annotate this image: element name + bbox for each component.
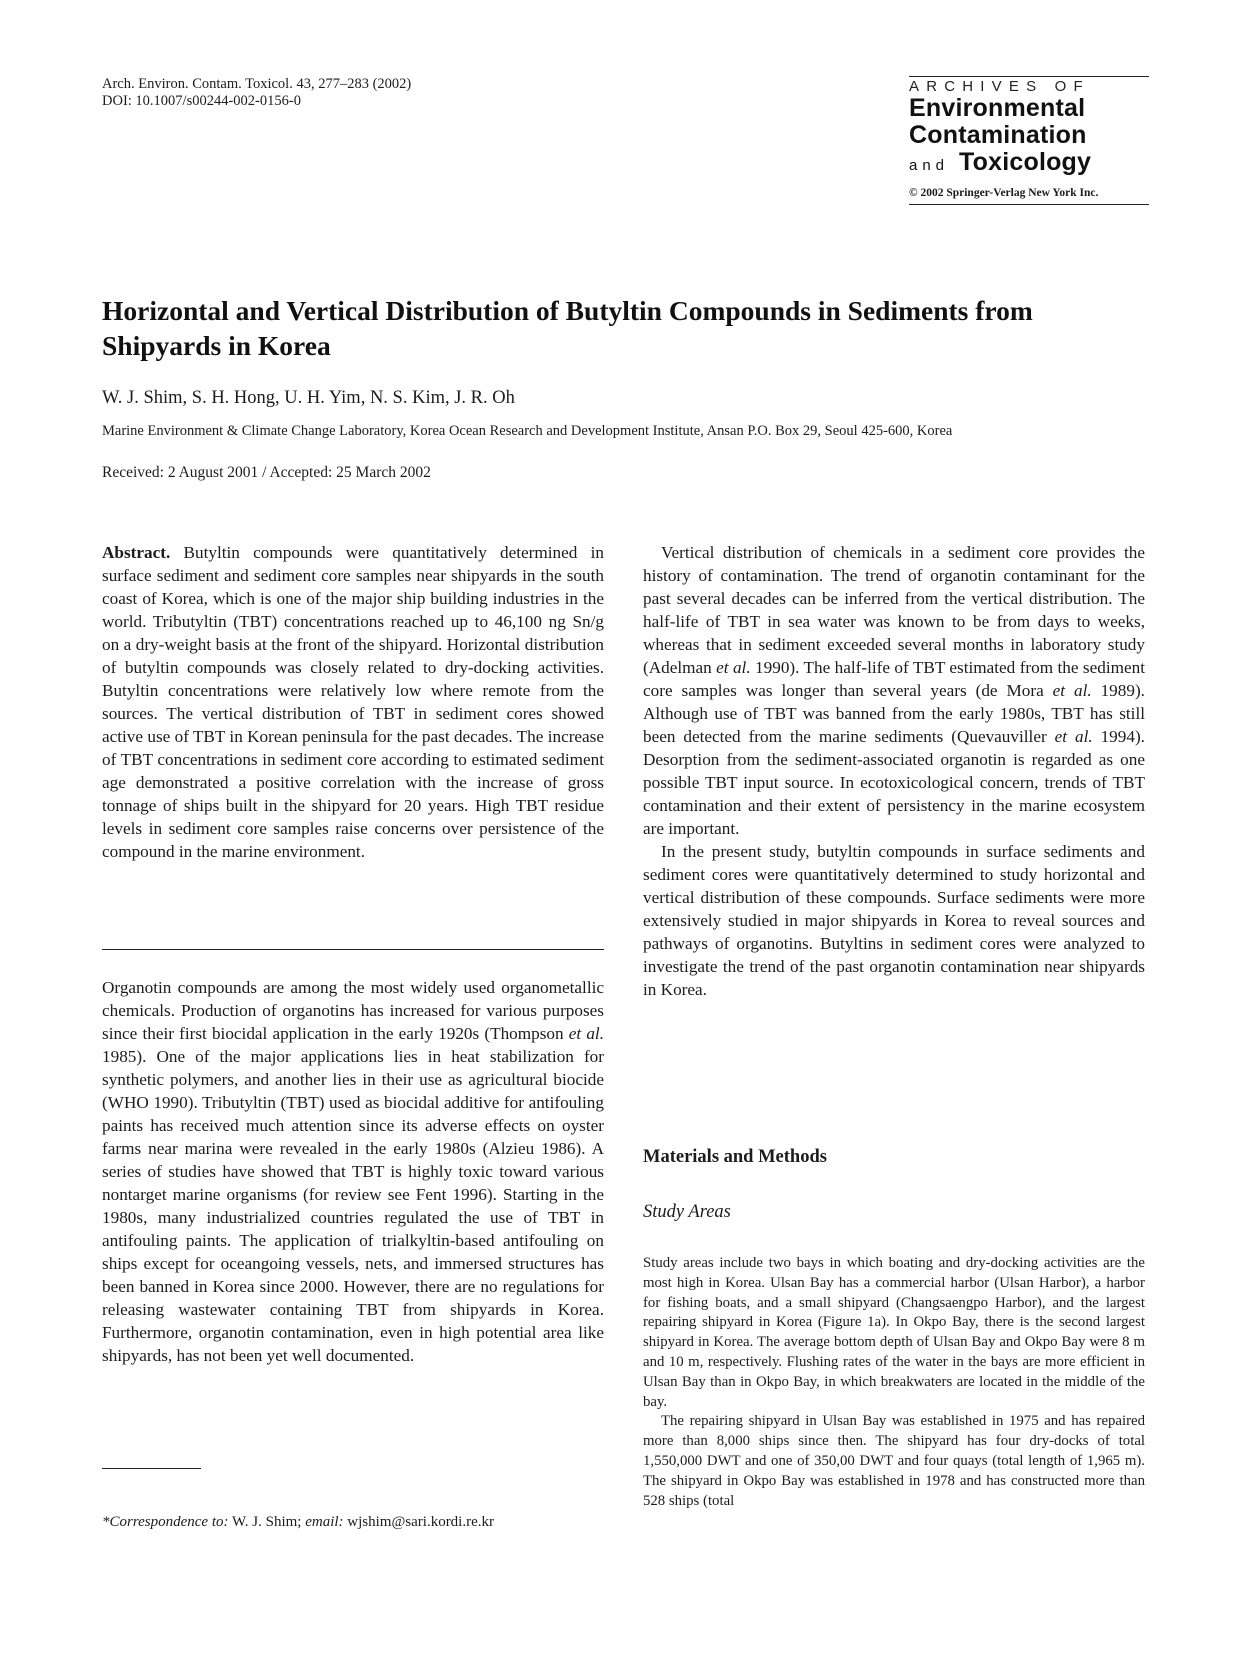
logo-bottom-rule (909, 204, 1149, 205)
study-areas-paragraph-1: Study areas include two bays in which boating and dry-docking activities are the most high in Korea. Ulsan Bay has a commercial harbor (Ulsan Harbor), a harbor for fishing boats, and a small shipyard (Changsaengpo Harbor), and the largest repairing shipyard in Korea (Figure 1a). In Okpo Bay, there is the second largest shipyard in Korea. The average bottom depth of Ulsan Bay and Okpo Bay were 8 m and 10 m, respectively. Flushing rates of the water in the bays are more efficient in Ulsan Bay than in Okpo Bay, in which breakwaters are located in the middle of the bay. (643, 1255, 1145, 1410)
logo-environmental: Environmental (909, 94, 1086, 122)
logo-top-rule (909, 76, 1149, 77)
intro-paragraph-3: In the present study, butyltin compounds in surface sediments and sediment cores were quantitatively determined to study horizontal and vertical distribution of these compounds. Surface sediments were more extensively studied in major shipyards in Korea to reveal sources and pathways of organotins. Butyltins in sediment cores were analyzed to investigate the trend of the past organotin contamination near shipyards in Korea. (643, 842, 1145, 999)
footnote-label: *Correspondence to: (102, 1514, 229, 1530)
abstract-divider (102, 949, 604, 950)
logo-archives-of: ARCHIVES OF (909, 78, 1090, 95)
footnote-email-label: email: (305, 1514, 344, 1530)
intro-p2-etal-3: et al. (1054, 727, 1093, 746)
study-areas-text (643, 1254, 1145, 1511)
citation-line-1: Arch. Environ. Contam. Toxicol. 43, 277–283 (2002) (102, 76, 412, 92)
intro-p1-text-b: 1985). One of the major applications lies in heat stabilization for synthetic polymers, and another lies in their use as agricultural biocide (WHO 1990). Tributyltin (TBT) used as biocidal additive for antifouling paints has received much attention since its adverse effects on oyster farms near marina were revealed in the early 1980s (Alzieu 1986). A series of studies have showed that TBT is highly toxic toward various nontarget marine organisms (for review see Fent 1996). Starting in the 1980s, many industrialized countries regulated the use of TBT in antifouling paints. The application of trialkyltin-based antifouling on ships except for oceangoing vessels, nets, and immersed structures has been banned in Korea since 2000. However, there are no regulations for releasing wastewater containing TBT from shipyards in Korea. Furthermore, organotin contamination, even in high potential area like shipyards, has not been yet well documented. (102, 1047, 604, 1365)
subsection-heading-study-areas: Study Areas (643, 1202, 731, 1222)
journal-citation (102, 76, 411, 110)
intro-p1-text-a: Organotin compounds are among the most widely used organometallic chemicals. Production of organotins has increased for various purposes since their first biocidal application in the early 1920s (Thompson (102, 978, 604, 1043)
intro-p2-etal-2: et al. (1052, 681, 1092, 700)
logo-copyright: © 2002 Springer-Verlag New York Inc. (909, 187, 1099, 199)
intro-p2-text-b: 1990). The half-life of TBT estimated from the sediment core samples was longer than several years (de Mora (643, 658, 1145, 700)
author-affiliation: Marine Environment & Climate Change Laboratory, Korea Ocean Research and Development Institute, Ansan P.O. Box 29, Seoul 425-600, Korea (102, 423, 953, 439)
intro-p2-text-d: 1994). Desorption from the sediment-associated organotin is regarded as one possible TBT input source. In ecotoxicological concern, trends of TBT contamination and their extent of persistency in the marine ecosystem are important. (643, 727, 1145, 838)
logo-toxicology: Toxicology (959, 148, 1092, 176)
intro-p2-etal-1: et al. (716, 658, 751, 677)
footnote-divider (102, 1468, 201, 1469)
footnote-name: W. J. Shim; (228, 1514, 306, 1530)
journal-logo (909, 76, 1149, 205)
intro-p2-text-a: Vertical distribution of chemicals in a sediment core provides the history of contamination. The trend of organotin contaminant for the past several decades can be inferred from the vertical distribution. The half-life of TBT in sea water was known to be from days to weeks, whereas that in sediment exceeded several months in laboratory study (Adelman (643, 543, 1145, 677)
abstract-text: Butyltin compounds were quantitatively determined in surface sediment and sediment core samples near shipyards in the south coast of Korea, which is one of the major ship building industries in the world. Tributyltin (TBT) concentrations reached up to 46,100 ng Sn/g on a dry-weight basis at the front of the shipyard. Horizontal distribution of butyltin compounds was closely related to dry-docking activities. Butyltin concentrations were relatively low where remote from the sources. The vertical distribution of TBT in sediment cores showed active use of TBT in Korean peninsula for the past decades. The increase of TBT concentrations in sediment core according to estimated sediment age demonstrated a positive correlation with the increase of gross tonnage of ships built in the shipyard for 20 years. High TBT residue levels in sediment core samples raise concerns over persistence of the compound in the marine environment. (102, 543, 604, 861)
intro-p2-text-c: 1989). Although use of TBT was banned from the early 1980s, TBT has still been detected from the marine sediments (Quevauviller (643, 681, 1145, 746)
intro-p1-etal: et al. (568, 1024, 604, 1043)
study-areas-paragraph-2: The repairing shipyard in Ulsan Bay was established in 1975 and has repaired more than 8,000 ships since then. The shipyard has four dry-docks of total 1,550,000 DWT and one of 350,00 DWT and four quays (total length of 1,965 m). The shipyard in Okpo Bay was established in 1978 and has constructed more than 528 ships (total (643, 1413, 1145, 1509)
abstract-label: Abstract. (102, 543, 171, 562)
article-title: Horizontal and Vertical Distribution of Butyltin Compounds in Sediments from Shipyards in Korea (102, 295, 1033, 361)
logo-contamination: Contamination (909, 121, 1087, 149)
abstract (102, 541, 604, 863)
intro-paragraph-1 (102, 976, 604, 1367)
footnote-email: wjshim@sari.kordi.re.kr (343, 1514, 495, 1530)
article-authors: W. J. Shim, S. H. Hong, U. H. Yim, N. S. Kim, J. R. Oh (102, 388, 515, 408)
section-heading-methods: Materials and Methods (643, 1147, 827, 1167)
received-accepted-dates: Received: 2 August 2001 / Accepted: 25 March 2002 (102, 464, 431, 481)
correspondence-footnote (102, 1514, 494, 1531)
logo-toxicology-line (909, 149, 1149, 179)
citation-doi: DOI: 10.1007/s00244-002-0156-0 (102, 93, 301, 109)
logo-and: and (909, 157, 950, 174)
intro-paragraph-2 (643, 541, 1145, 1001)
